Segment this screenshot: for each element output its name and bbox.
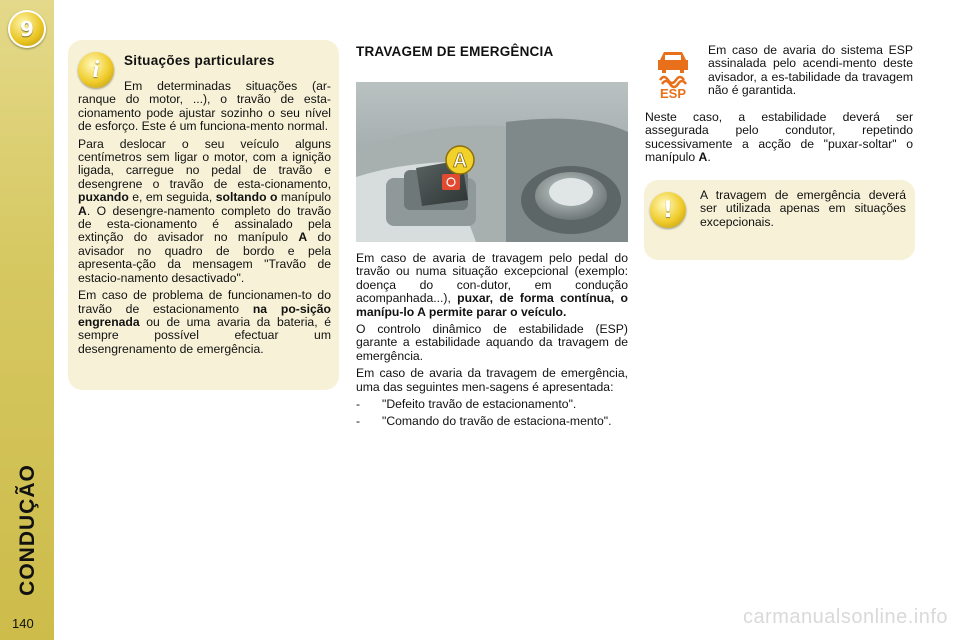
esp-text: Em caso de avaria do sistema ESP assinalada pelo acendi-mento deste avisador, a es-tabilidade da travagem não é garantida. <box>708 43 913 98</box>
info-box-special-situations <box>68 40 339 390</box>
info-paragraph-3: Em caso de problema de funcionamen-to do travão de estacionamento na po-sição engrenada ou de uma avaria da bateria, é sempre possível efectuar um desengrenamento de emergência. <box>78 288 331 356</box>
message-item-1: - "Defeito travão de estacionamento". <box>356 397 577 412</box>
info-box-body <box>78 80 331 360</box>
section-title: TRAVAGEM DE EMERGÊNCIA <box>356 44 554 59</box>
watermark: carmanualsonline.info <box>742 606 948 628</box>
warning-box <box>644 180 915 260</box>
page-number: 140 <box>12 616 34 631</box>
mid-paragraph-1: Em caso de avaria de travagem pelo pedal do travão ou numa situação excepcional (exemplo: doença do con-dutor, em condução acompanhada...), puxar, de forma contínua, o manípu-lo A permite parar o veículo. <box>356 251 628 319</box>
esp-instruction-text: Neste caso, a estabilidade deverá ser assegurada pelo condutor, repetindo sucessivamente a acção de "puxar-soltar" o manípulo A. <box>645 110 913 165</box>
chapter-number: 9 <box>20 17 34 41</box>
emergency-braking-text <box>356 252 628 433</box>
info-paragraph-1: Em determinadas situações (ar-ranque do motor, ...), o travão de esta-cionamento pode ajustar sozinho o seu nível de esforço. Este é um funciona-mento normal. <box>78 79 331 134</box>
esp-icon-label: ESP <box>659 86 687 100</box>
info-paragraph-2: Para deslocar o seu veículo alguns centímetros sem ligar o motor, com a ignição ligada, carregue no pedal de travão e desengrene o travão de esta-cionamento, puxando e, em seguida, soltando o manípulo A. O desengre-namento completo do travão de esta-cionamento é assinalado pela extinção do avisador no manípulo A do avisador no quadro de bordo e pela apresenta-ção da mensagem "Travão de estacio-namento desactivado". <box>78 136 331 285</box>
mid-paragraph-2: O controlo dinâmico de estabilidade (ESP) garante a estabilidade aquando da travagem de emergência. <box>356 322 628 363</box>
info-box-title: Situações particulares <box>124 53 275 68</box>
photo-label-a: A <box>452 150 468 172</box>
info-icon: i <box>78 52 114 88</box>
warning-text: A travagem de emergência deverá ser utilizada apenas em situações excepcionais. <box>700 188 906 229</box>
chapter-sidebar <box>0 0 54 640</box>
parking-brake-lever-photo <box>356 82 628 242</box>
mid-paragraph-3: Em caso de avaria da travagem de emergência, uma das seguintes men-sagens é apresentada: <box>356 366 628 394</box>
esp-warning-icon <box>650 46 696 100</box>
section-label-text: CONDUÇÃO <box>16 464 40 596</box>
section-label <box>6 455 50 605</box>
chapter-number-badge <box>8 10 46 48</box>
warning-icon: ! <box>650 192 686 228</box>
parking-brake-illustration <box>356 82 628 242</box>
message-item-2: - "Comando do travão de estaciona-mento". <box>356 414 612 429</box>
